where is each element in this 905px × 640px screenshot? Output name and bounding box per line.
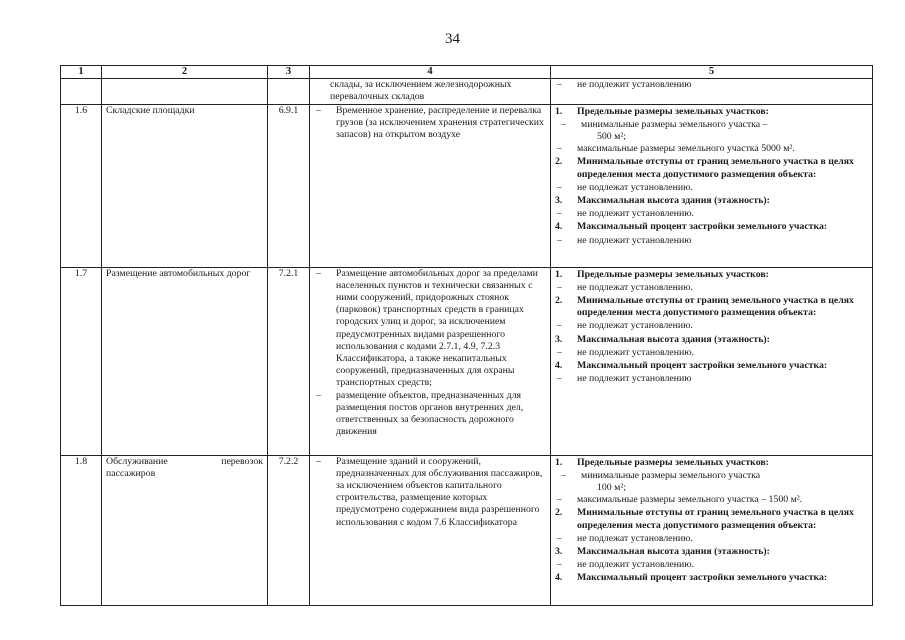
list-marker: 4.: [555, 360, 563, 372]
row-number: 1.7: [61, 267, 102, 455]
row-name-part: перевозок: [221, 455, 263, 467]
dash-marker: –: [561, 469, 566, 481]
row-number: 1.8: [61, 455, 102, 605]
param-value: не подлежат установлению.: [577, 532, 693, 544]
dash-marker: –: [557, 208, 562, 220]
dash-marker: –: [316, 267, 321, 279]
param-title: Максимальная высота здания (этажность):: [577, 546, 770, 558]
row-name: Размещение автомобильных дорог: [102, 267, 268, 455]
list-marker: 1.: [555, 105, 563, 117]
param-value: не подлежит установлению.: [577, 208, 694, 220]
param-min: минимальные размеры земельного участка: [581, 469, 761, 481]
table-row: [61, 267, 873, 455]
list-marker: 2.: [555, 295, 563, 307]
dash-marker: –: [557, 346, 562, 358]
row-code: 7.2.1: [268, 267, 310, 455]
param-value: не подлежат установлению.: [577, 281, 693, 293]
header-col-2: 2: [102, 66, 268, 79]
list-marker: 4.: [555, 572, 563, 584]
list-marker: 4.: [555, 221, 563, 233]
param-value: не подлежит установлению.: [577, 559, 694, 571]
list-marker: 2.: [555, 507, 563, 519]
list-marker: 3.: [555, 195, 563, 207]
header-row: [61, 66, 873, 79]
dash-marker: –: [557, 79, 562, 91]
row-description: [310, 79, 551, 104]
row-parameters: [551, 79, 873, 104]
param-value: не подлежат установлению.: [577, 181, 693, 193]
dash-marker: –: [557, 532, 562, 544]
description-text: склады, за исключением железнодорожных перевалочных складов: [330, 79, 512, 103]
row-name: [102, 455, 268, 605]
list-marker: 3.: [555, 546, 563, 558]
land-use-table: [60, 65, 873, 606]
row-parameters: [551, 104, 873, 267]
dash-marker: –: [557, 494, 562, 506]
param-min: минимальные размеры земельного участка –: [581, 118, 768, 130]
description-text: размещение объектов, предназначенных для размещения постов органов внутренних дел, ответственных за безопасность дорожного движения: [336, 389, 524, 438]
list-marker: 3.: [555, 333, 563, 345]
dash-marker: –: [316, 104, 321, 116]
param-value: не подлежит установлению: [577, 234, 692, 246]
list-marker: 1.: [555, 268, 563, 280]
row-name-part: Обслуживание: [106, 455, 168, 467]
table-row: [61, 79, 873, 104]
dash-marker: –: [561, 118, 566, 130]
row-description: [310, 104, 551, 267]
row-name-part: пассажиров: [106, 467, 156, 479]
header-col-4: 4: [310, 66, 551, 79]
row-parameters: [551, 267, 873, 455]
row-description: [310, 455, 551, 605]
dash-marker: –: [557, 181, 562, 193]
row-code: 6.9.1: [268, 104, 310, 267]
row-number: [61, 79, 102, 104]
param-title: Предельные размеры земельных участков:: [577, 105, 769, 117]
header-col-5: 5: [551, 66, 873, 79]
param-title: Минимальные отступы от границ земельного участка в целях определения места допустимого размещения объекта:: [577, 156, 854, 180]
param-value: не подлежат установлению.: [577, 320, 693, 332]
dash-marker: –: [557, 281, 562, 293]
header-col-3: 3: [268, 66, 310, 79]
param-title: Максимальная высота здания (этажность):: [577, 195, 770, 207]
dash-marker: –: [557, 320, 562, 332]
row-description: [310, 267, 551, 455]
page-number: 34: [445, 31, 460, 47]
param-max: максимальные размеры земельного участка – 1500 м².: [577, 494, 803, 506]
table-row: [61, 455, 873, 605]
dash-marker: –: [316, 389, 321, 401]
description-text: Временное хранение, распределение и перевалка грузов (за исключением хранения стратегических запасов) на открытом воздухе: [336, 104, 544, 141]
row-name: Складские площадки: [102, 104, 268, 267]
dash-marker: –: [557, 559, 562, 571]
param-title: Максимальный процент застройки земельного участка:: [577, 360, 828, 372]
param-min-value: 100 м²;: [597, 482, 627, 494]
dash-marker: –: [557, 143, 562, 155]
dash-marker: –: [316, 455, 321, 467]
row-code: 7.2.2: [268, 455, 310, 605]
param-title: Максимальный процент застройки земельного участка:: [577, 572, 828, 584]
param-max: максимальные размеры земельного участка 5000 м².: [577, 143, 795, 155]
list-marker: 2.: [555, 156, 563, 168]
param-value: не подлежит установлению: [577, 373, 692, 385]
dash-marker: –: [557, 373, 562, 385]
row-parameters: [551, 455, 873, 605]
header-col-1: 1: [61, 66, 102, 79]
param-min-value: 500 м²;: [597, 131, 627, 143]
description-text: Размещение автомобильных дорог за пределами населенных пунктов и технически связанных с ними сооружений, придорожных стоянок (парковок) транспортных средств в границах городских улиц и дорог, за исключением предусмотренных видами разрешенного использования с кодами 2.7.1, 4.9, 7.2.3 Классификатора, а также некапитальных сооружений, предназначенных для охраны транспортных средств;: [336, 267, 538, 389]
param-title: Максимальный процент застройки земельного участка:: [577, 221, 828, 233]
description-text: Размещение зданий и сооружений, предназначенных для обслуживания пассажиров, за исключением объектов капитального строительства, размещение которых предусмотрено содержанием вида разрешенного использования с кодом 7.6 Классификатора: [336, 455, 543, 528]
param-title: Предельные размеры земельных участков:: [577, 456, 769, 468]
table-row: [61, 104, 873, 267]
param-title: Максимальная высота здания (этажность):: [577, 333, 770, 345]
row-number: 1.6: [61, 104, 102, 267]
param-title: Минимальные отступы от границ земельного участка в целях определения места допустимого размещения объекта:: [577, 507, 854, 531]
dash-marker: –: [557, 234, 562, 246]
param-title: Минимальные отступы от границ земельного участка в целях определения места допустимого размещения объекта:: [577, 295, 854, 319]
param-value: не подлежит установлению: [577, 79, 692, 91]
param-title: Предельные размеры земельных участков:: [577, 268, 769, 280]
list-marker: 1.: [555, 456, 563, 468]
row-name: [102, 79, 268, 104]
row-code: [268, 79, 310, 104]
param-value: не подлежит установлению.: [577, 346, 694, 358]
